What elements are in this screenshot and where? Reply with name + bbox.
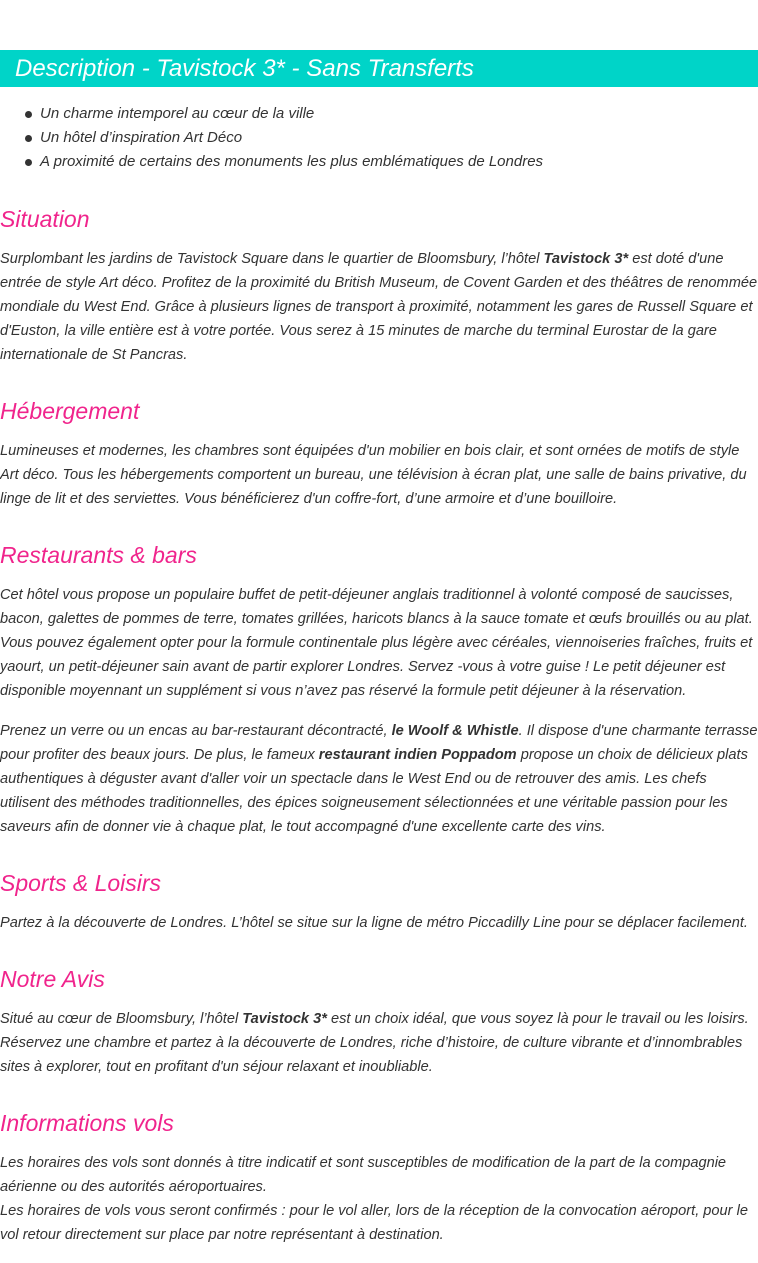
section-title-hebergement: Hébergement	[0, 398, 140, 424]
page-title: Description - Tavistock 3* - Sans Transferts	[15, 55, 474, 82]
avis-text-part: Situé au cœur de Bloomsbury, l’hôtel	[0, 1011, 243, 1027]
bar-name: le Woolf & Whistle	[391, 723, 519, 739]
avis-text	[0, 1007, 758, 1079]
section-title-sports: Sports & Loisirs	[0, 870, 162, 896]
section-title-restaurants: Restaurants & bars	[0, 542, 197, 568]
situation-text-part: est doté d'une entrée de style Art déco. Profitez de la proximité du British Museum, de Covent Garden et des théâtres de renommée mondiale du West End. Grâce à plusieurs lignes de transport à proximité, notamment les gares de Russell Square et d'Euston, la ville entière est à votre portée. Vous serez à 15 minutes de marche du terminal Eurostar de la gare internationale de St Pancras.	[0, 251, 758, 363]
situation-text-part: Surplombant les jardins de Tavistock Square dans le quartier de Bloomsbury, l’hôtel	[0, 251, 544, 267]
restaurant-name: restaurant indien Poppadom	[318, 747, 517, 763]
bullet-icon	[25, 111, 32, 118]
bullet-icon	[25, 135, 32, 142]
restaurants-text-1: Cet hôtel vous propose un populaire buffet de petit-déjeuner anglais traditionnel à volonté composé de saucisses, bacon, galettes de pommes de terre, tomates grillées, haricots blancs à la sauce tomate et œufs brouillés ou au plat. Vous pouvez également opter pour la formule continentale plus légère avec céréales, viennoiseries fraîches, fruits et yaourt, un petit-déjeuner sain avant de partir explorer Londres. Servez -vous à votre guise ! Le petit déjeuner est disponible moyennant un supplément si vous n’avez pas réservé la formule petit déjeuner à la réservation.	[0, 587, 753, 699]
section-title-avis: Notre Avis	[0, 966, 105, 992]
vols-text-1: Les horaires des vols sont donnés à titre indicatif et sont susceptibles de modification de la part de la compagnie aérienne ou des autorités aéroportuaires.	[0, 1155, 727, 1195]
highlight-text: Un charme intemporel au cœur de la ville	[40, 105, 315, 122]
restaurants-text-part: propose un choix de délicieux plats authentiques à déguster avant d'aller voir un spectacle dans le West End ou de retrouver des amis. Les chefs utilisent des méthodes traditionnelles, des épices soigneusement sélectionnées et une véritable passion pour les saveurs afin de donner vie à chaque plat, le tout accompagné d'une excellente carte des vins.	[0, 747, 748, 835]
hotel-name: Tavistock 3*	[543, 251, 629, 267]
highlight-text: A proximité de certains des monuments les plus emblématiques de Londres	[40, 153, 544, 170]
hebergement-text: Lumineuses et modernes, les chambres sont équipées d'un mobilier en bois clair, et sont ornées de motifs de style Art déco. Tous les hébergements comportent un bureau, une télévision à écran plat, une salle de bains privative, du linge de lit et des serviettes. Vous bénéficierez d'un coffre-fort, d’une armoire et d’une bouilloire.	[0, 443, 747, 507]
list-item	[0, 102, 758, 126]
list-item	[0, 150, 758, 174]
section-title-situation: Situation	[0, 206, 90, 232]
bullet-icon	[25, 159, 32, 166]
highlights-list	[0, 102, 758, 174]
restaurants-text-part: Prenez un verre ou un encas au bar-restaurant décontracté,	[0, 723, 392, 739]
vols-text-2: Les horaires de vols vous seront confirmés : pour le vol aller, lors de la réception de la convocation aéroport, pour le vol retour directement sur place par notre représentant à destination.	[0, 1203, 748, 1243]
hotel-name: Tavistock 3*	[242, 1011, 327, 1027]
avis-text-part: est un choix idéal, que vous soyez là pour le travail ou les loisirs. Réservez une chambre et partez à la découverte de Londres, riche d’histoire, de culture vibrante et d’innombrables sites à explorer, tout en profitant d'un séjour relaxant et inoubliable.	[0, 1011, 749, 1075]
sports-text: Partez à la découverte de Londres. L’hôtel se situe sur la ligne de métro Piccadilly Line pour se déplacer facilement.	[0, 915, 748, 931]
list-item	[0, 126, 758, 150]
description-banner	[0, 50, 758, 87]
restaurants-text-2	[0, 719, 758, 839]
situation-text	[0, 247, 758, 367]
section-title-vols: Informations vols	[0, 1110, 174, 1136]
restaurants-text-part: . Il dispose d'une charmante terrasse pour profiter des beaux jours. De plus, le fameux	[0, 723, 758, 763]
highlight-text: Un hôtel d’inspiration Art Déco	[40, 129, 243, 146]
